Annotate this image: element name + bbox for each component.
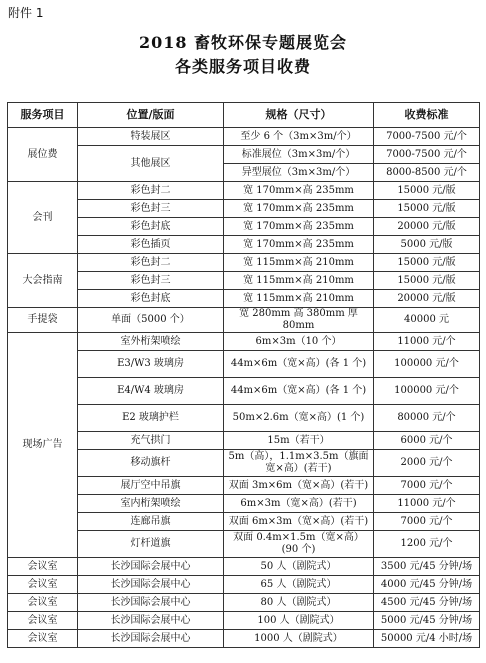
cell-fee: 6000 元/个: [374, 432, 480, 450]
cell-spec: 44m×6m（宽×高）(各 1 个): [224, 378, 374, 405]
document-title: 2018 畜牧环保专题展览会: [138, 33, 348, 52]
cell-spec: 标准展位（3m×3m/个）: [224, 146, 374, 164]
group-meeting: 会议室: [8, 630, 78, 648]
cell-spec: 80 人（剧院式）: [224, 594, 374, 612]
table-row: [8, 200, 480, 218]
cell-position: 彩色封底: [78, 290, 224, 308]
group-booth: 展位费: [8, 128, 78, 182]
cell-spec: 异型展位（3m×3m/个）: [224, 164, 374, 182]
cell-fee: 15000 元/版: [374, 254, 480, 272]
cell-fee: 5000 元/版: [374, 236, 480, 254]
cell-fee: 1200 元/个: [374, 531, 480, 558]
cell-position: 灯杆道旗: [78, 531, 224, 558]
table-header-row: [8, 103, 480, 128]
cell-fee: 15000 元/版: [374, 272, 480, 290]
cell-fee: 15000 元/版: [374, 182, 480, 200]
cell-position: E3/W3 玻璃房: [78, 351, 224, 378]
cell-fee: 50000 元/4 小时/场: [374, 630, 480, 648]
cell-spec: 5m（高），1.1m×3.5m（旗面宽×高）(若干): [224, 450, 374, 477]
cell-fee: 7000 元/个: [374, 513, 480, 531]
cell-position: 移动旗杆: [78, 450, 224, 477]
table-row: [8, 236, 480, 254]
cell-position: 长沙国际会展中心: [78, 630, 224, 648]
cell-fee: 5000 元/45 分钟/场: [374, 612, 480, 630]
table-row: [8, 450, 480, 477]
table-row: [8, 558, 480, 576]
cell-spec: 宽 170mm×高 235mm: [224, 236, 374, 254]
cell-spec: 双面 0.4m×1.5m（宽×高）(90 个): [224, 531, 374, 558]
cell-spec: 宽 170mm×高 235mm: [224, 182, 374, 200]
cell-spec: 50m×2.6m（宽×高）(1 个): [224, 405, 374, 432]
cell-spec: 宽 115mm×高 210mm: [224, 290, 374, 308]
table-row: [8, 630, 480, 648]
table-row: [8, 128, 480, 146]
cell-spec: 15m（若干）: [224, 432, 374, 450]
cell-position: E2 玻璃护栏: [78, 405, 224, 432]
cell-spec: 宽 115mm×高 210mm: [224, 254, 374, 272]
cell-fee: 20000 元/版: [374, 290, 480, 308]
cell-fee: 20000 元/版: [374, 218, 480, 236]
group-onsite: 现场广告: [8, 333, 78, 558]
cell-position: 长沙国际会展中心: [78, 612, 224, 630]
fee-table: [7, 102, 480, 648]
cell-fee: 7000-7500 元/个: [374, 128, 480, 146]
cell-position: 单面（5000 个）: [78, 308, 224, 333]
cell-spec: 65 人（剧院式）: [224, 576, 374, 594]
table-row: [8, 290, 480, 308]
cell-fee: 4500 元/45 分钟/场: [374, 594, 480, 612]
table-row: [8, 272, 480, 290]
cell-fee: 2000 元/个: [374, 450, 480, 477]
table-row: [8, 495, 480, 513]
table-row: [8, 612, 480, 630]
cell-fee: 7000-7500 元/个: [374, 146, 480, 164]
table-row: [8, 576, 480, 594]
cell-fee: 80000 元/个: [374, 405, 480, 432]
table-row: [8, 333, 480, 351]
cell-fee: 40000 元: [374, 308, 480, 333]
cell-spec: 双面 6m×3m（宽×高）(若干): [224, 513, 374, 531]
cell-position: 室内桁架喷绘: [78, 495, 224, 513]
cell-fee: 3500 元/45 分钟/场: [374, 558, 480, 576]
col-header-fee: 收费标准: [374, 103, 480, 128]
cell-spec: 1000 人（剧院式）: [224, 630, 374, 648]
table-row: [8, 513, 480, 531]
attachment-label: 附件 1: [8, 6, 44, 20]
cell-fee: 4000 元/45 分钟/场: [374, 576, 480, 594]
cell-spec: 至少 6 个（3m×3m/个）: [224, 128, 374, 146]
cell-fee: 100000 元/个: [374, 378, 480, 405]
cell-position: 彩色封二: [78, 182, 224, 200]
cell-spec: 6m×3m（宽×高）(若干): [224, 495, 374, 513]
cell-position: 彩色插页: [78, 236, 224, 254]
document-subtitle: 各类服务项目收费: [174, 57, 311, 76]
table-row: [8, 378, 480, 405]
cell-position: 长沙国际会展中心: [78, 576, 224, 594]
table-row: [8, 146, 480, 164]
group-meeting: 会议室: [8, 612, 78, 630]
cell-fee: 11000 元/个: [374, 495, 480, 513]
group-meeting: 会议室: [8, 594, 78, 612]
cell-spec: 50 人（剧院式）: [224, 558, 374, 576]
table-row: [8, 308, 480, 333]
table-row: [8, 254, 480, 272]
table-row: [8, 405, 480, 432]
cell-position: 其他展区: [78, 146, 224, 182]
cell-position: 室外桁架喷绘: [78, 333, 224, 351]
cell-fee: 8000-8500 元/个: [374, 164, 480, 182]
cell-position: 彩色封三: [78, 200, 224, 218]
table-row: [8, 477, 480, 495]
table-row: [8, 218, 480, 236]
cell-position: 彩色封三: [78, 272, 224, 290]
group-guide: 大会指南: [8, 254, 78, 308]
table-row: [8, 594, 480, 612]
cell-spec: 宽 170mm×高 235mm: [224, 200, 374, 218]
cell-position: 彩色封底: [78, 218, 224, 236]
cell-spec: 宽 115mm×高 210mm: [224, 272, 374, 290]
group-meeting: 会议室: [8, 558, 78, 576]
cell-position: 长沙国际会展中心: [78, 558, 224, 576]
cell-spec: 44m×6m（宽×高）(各 1 个): [224, 351, 374, 378]
cell-position: 展厅空中吊旗: [78, 477, 224, 495]
table-row: [8, 351, 480, 378]
table-row: [8, 182, 480, 200]
cell-position: 特装展区: [78, 128, 224, 146]
cell-position: 充气拱门: [78, 432, 224, 450]
table-row: [8, 531, 480, 558]
group-meeting: 会议室: [8, 576, 78, 594]
cell-fee: 7000 元/个: [374, 477, 480, 495]
group-bag: 手提袋: [8, 308, 78, 333]
cell-position: 长沙国际会展中心: [78, 594, 224, 612]
cell-fee: 15000 元/版: [374, 200, 480, 218]
cell-position: 彩色封二: [78, 254, 224, 272]
cell-spec: 100 人（剧院式）: [224, 612, 374, 630]
cell-spec: 6m×3m（10 个）: [224, 333, 374, 351]
col-header-spec: 规格（尺寸）: [224, 103, 374, 128]
cell-fee: 11000 元/个: [374, 333, 480, 351]
table-row: [8, 432, 480, 450]
cell-position: 连廊吊旗: [78, 513, 224, 531]
cell-spec: 宽 280mm 高 380mm 厚 80mm: [224, 308, 374, 333]
cell-spec: 双面 3m×6m（宽×高）(若干): [224, 477, 374, 495]
col-header-position: 位置/版面: [78, 103, 224, 128]
cell-fee: 100000 元/个: [374, 351, 480, 378]
cell-position: E4/W4 玻璃房: [78, 378, 224, 405]
group-magazine: 会刊: [8, 182, 78, 254]
col-header-service: 服务项目: [8, 103, 78, 128]
cell-spec: 宽 170mm×高 235mm: [224, 218, 374, 236]
